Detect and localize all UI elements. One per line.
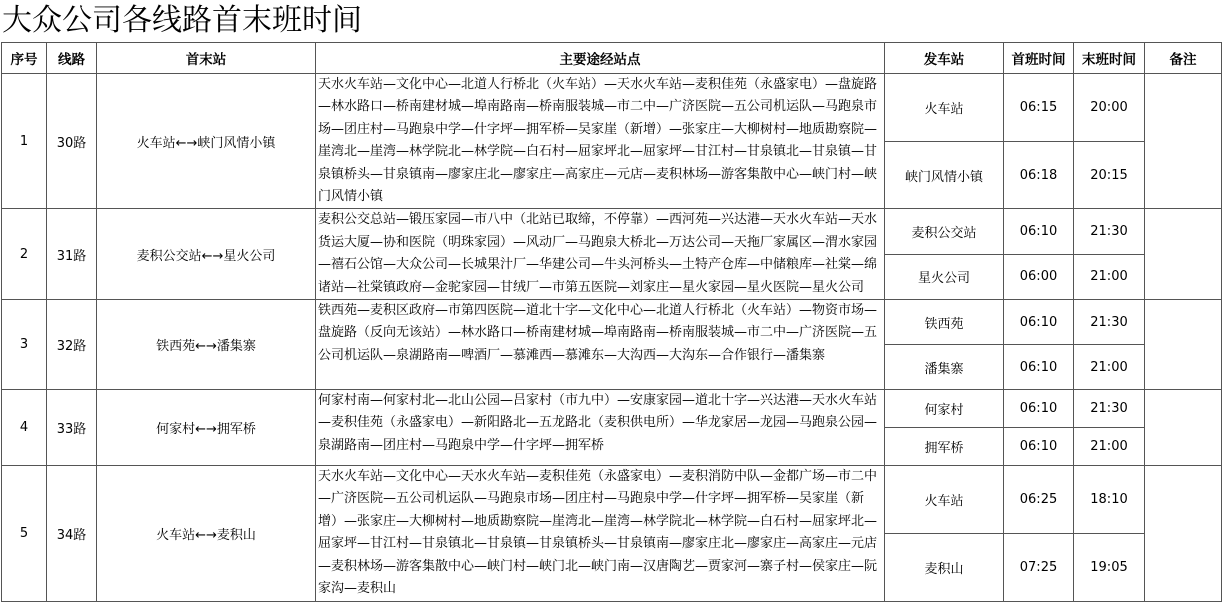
table-row (2, 466, 1222, 534)
note-cell (1145, 74, 1222, 209)
table-row (2, 390, 1222, 428)
line-cell: 34路 (47, 466, 97, 601)
last-time-cell: 21:00 (1074, 345, 1145, 390)
header-depart-station: 发车站 (885, 43, 1004, 74)
seq-cell: 5 (2, 466, 47, 601)
termini-cell: 麦积公交站←→星火公司 (97, 209, 316, 300)
last-time-cell: 21:30 (1074, 390, 1145, 428)
table-row (2, 300, 1222, 345)
line-cell: 32路 (47, 300, 97, 390)
depart-station-cell: 火车站 (885, 74, 1004, 142)
note-cell (1145, 209, 1222, 300)
depart-station-cell: 麦积公交站 (885, 209, 1004, 254)
first-time-cell: 06:18 (1004, 141, 1074, 209)
header-stops: 主要途经站点 (316, 43, 885, 74)
stops-cell: 天水火车站—文化中心—天水火车站—麦积佳苑（永盛家电）—麦积消防中队—金都广场—市二中—广济医院—五公司机运队—马跑泉市场—团庄村—马跑泉中学—什字坪—拥军桥—吴家崖（新增）—张家庄—大柳树村—地质勘察院—崖湾北—崖湾—林学院北—林学院—白石村—屈家坪北—屈家坪—甘江村—甘泉镇北—甘泉镇—甘泉镇桥头—甘泉镇南—廖家庄北—廖家庄—高家庄—元店—麦积林场—游客集散中心—峡门村—峡门北—峡门南—汉唐陶艺—贾家河—寨子村—侯家庄—阮家沟—麦积山 (316, 466, 885, 601)
depart-station-cell: 拥军桥 (885, 428, 1004, 466)
seq-cell: 3 (2, 300, 47, 390)
last-time-cell: 21:00 (1074, 254, 1145, 299)
first-time-cell: 06:10 (1004, 300, 1074, 345)
depart-station-cell: 潘集寨 (885, 345, 1004, 390)
table-row (2, 209, 1222, 254)
last-time-cell: 21:00 (1074, 428, 1145, 466)
header-row (2, 43, 1222, 74)
line-cell: 31路 (47, 209, 97, 300)
depart-station-cell: 何家村 (885, 390, 1004, 428)
header-line: 线路 (47, 43, 97, 74)
table-row (2, 74, 1222, 142)
depart-station-cell: 星火公司 (885, 254, 1004, 299)
schedule-table (1, 42, 1222, 602)
stops-cell: 麦积公交总站—锻压家园—市八中（北站已取缔，不停靠）—西河苑—兴达港—天水火车站—天水货运大厦—协和医院（明珠家园）—风动厂—马跑泉大桥北—万达公司—天拖厂家属区—渭水家园—禧石公馆—大众公司—长城果汁厂—华建公司—牛头河桥头—土特产仓库—中储粮库—社棠—绵诸站—社棠镇政府—金驼家园—甘绒厂—市第五医院—刘家庄—星火家园—星火医院—星火公司 (316, 209, 885, 300)
seq-cell: 2 (2, 209, 47, 300)
first-time-cell: 06:15 (1004, 74, 1074, 142)
stops-cell: 何家村南—何家村北—北山公园—吕家村（市九中）—安康家园—道北十字—兴达港—天水火车站—麦积佳苑（永盛家电）—新阳路北—五龙路北（麦积供电所）—华龙家居—龙园—马跑泉公园—泉湖路南—团庄村—马跑泉中学—什字坪—拥军桥 (316, 390, 885, 466)
seq-cell: 1 (2, 74, 47, 209)
stops-cell: 铁西苑—麦积区政府—市第四医院—道北十字—文化中心—北道人行桥北（火车站）—物资市场—盘旋路（反向无该站）—林水路口—桥南建材城—埠南路南—桥南服装城—市二中—广济医院—五公司机运队—泉湖路南—啤酒厂—慕滩西—慕滩东—大沟西—大沟东—合作银行—潘集寨 (316, 300, 885, 390)
first-time-cell: 06:10 (1004, 428, 1074, 466)
last-time-cell: 21:30 (1074, 300, 1145, 345)
header-note: 备注 (1145, 43, 1222, 74)
first-time-cell: 06:10 (1004, 390, 1074, 428)
last-time-cell: 20:00 (1074, 74, 1145, 142)
note-cell (1145, 300, 1222, 390)
line-cell: 33路 (47, 390, 97, 466)
depart-station-cell: 峡门风情小镇 (885, 141, 1004, 209)
depart-station-cell: 铁西苑 (885, 300, 1004, 345)
header-termini: 首末站 (97, 43, 316, 74)
depart-station-cell: 麦积山 (885, 533, 1004, 601)
stops-cell: 天水火车站—文化中心—北道人行桥北（火车站）—天水火车站—麦积佳苑（永盛家电）—盘旋路—林水路口—桥南建材城—埠南路南—桥南服装城—市二中—广济医院—五公司机运队—马跑泉市场—团庄村—马跑泉中学—什字坪—拥军桥—吴家崖（新增）—张家庄—大柳树村—地质勘察院—崖湾北—崖湾—林学院北—林学院—白石村—屈家坪北—屈家坪—甘江村—甘泉镇北—甘泉镇—甘泉镇桥头—甘泉镇南—廖家庄北—廖家庄—高家庄—元店—麦积林场—游客集散中心—峡门村—峡门风情小镇 (316, 74, 885, 209)
first-time-cell: 06:10 (1004, 345, 1074, 390)
header-first-time: 首班时间 (1004, 43, 1074, 74)
termini-cell: 火车站←→麦积山 (97, 466, 316, 601)
page-title: 大众公司各线路首末班时间 (2, 3, 362, 38)
note-cell (1145, 466, 1222, 601)
termini-cell: 铁西苑←→潘集寨 (97, 300, 316, 390)
header-last-time: 末班时间 (1074, 43, 1145, 74)
first-time-cell: 07:25 (1004, 533, 1074, 601)
last-time-cell: 18:10 (1074, 466, 1145, 534)
termini-cell: 火车站←→峡门风情小镇 (97, 74, 316, 209)
first-time-cell: 06:25 (1004, 466, 1074, 534)
depart-station-cell: 火车站 (885, 466, 1004, 534)
note-cell (1145, 390, 1222, 466)
first-time-cell: 06:10 (1004, 209, 1074, 254)
termini-cell: 何家村←→拥军桥 (97, 390, 316, 466)
last-time-cell: 21:30 (1074, 209, 1145, 254)
header-seq: 序号 (2, 43, 47, 74)
last-time-cell: 20:15 (1074, 141, 1145, 209)
first-time-cell: 06:00 (1004, 254, 1074, 299)
line-cell: 30路 (47, 74, 97, 209)
seq-cell: 4 (2, 390, 47, 466)
last-time-cell: 19:05 (1074, 533, 1145, 601)
